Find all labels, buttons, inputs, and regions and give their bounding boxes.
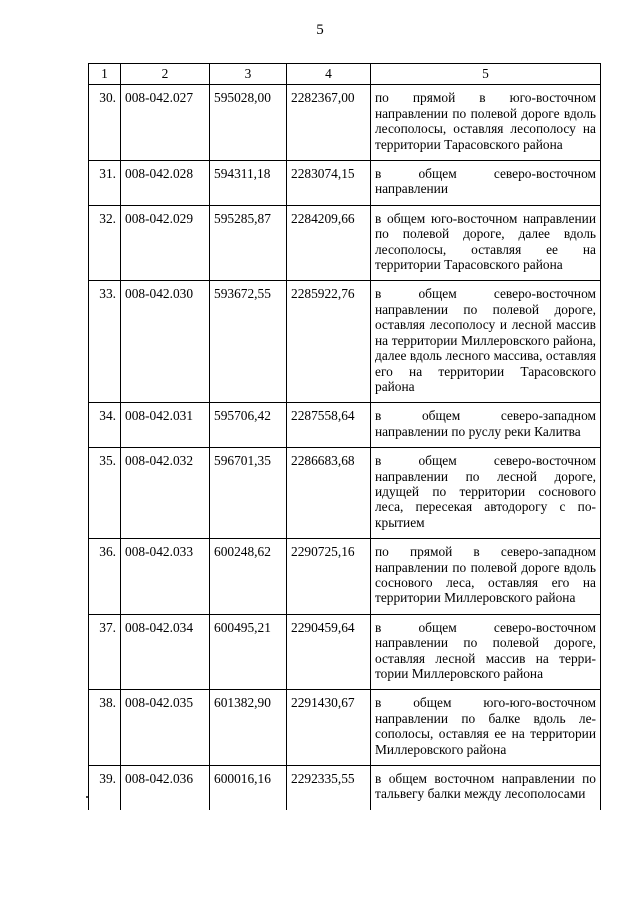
row-number-cell: 31. [89, 161, 121, 206]
x-coordinate-cell: 600248,62 [210, 539, 287, 615]
table-header-row [89, 64, 601, 85]
point-code-cell: 008-042.027 [121, 85, 210, 161]
point-code-cell: 008-042.034 [121, 614, 210, 690]
table-row [89, 85, 601, 161]
x-coordinate-cell: 593672,55 [210, 281, 287, 403]
route-description-cell: в общем юго-юго-восточном направлении по балке вдоль лесополосы, оставляя ее на территории Миллеровского района [371, 690, 601, 766]
point-code-cell: 008-042.031 [121, 403, 210, 448]
table-row [89, 448, 601, 539]
y-coordinate-cell: 2286683,68 [287, 448, 371, 539]
x-coordinate-cell: 596701,35 [210, 448, 287, 539]
row-number-cell: 39. [89, 766, 121, 810]
header-col-2: 2 [121, 64, 210, 85]
row-number-cell: 38. [89, 690, 121, 766]
table-row [89, 539, 601, 615]
route-description-cell: в общем юго-восточном направлении по полевой дороге, далее вдоль лесополосы, оставляя ее на территории Тарасовского района [371, 205, 601, 281]
x-coordinate-cell: 595706,42 [210, 403, 287, 448]
point-code-cell: 008-042.035 [121, 690, 210, 766]
route-description-cell: в общем северо-восточном направлении по полевой дороге, оставляя лесополосу и лесной массив на территории Миллеровского района, далее вдоль лесного массива, оставляя его на территории Тарасовского района [371, 281, 601, 403]
header-col-1: 1 [89, 64, 121, 85]
table-row [89, 161, 601, 206]
x-coordinate-cell: 600495,21 [210, 614, 287, 690]
scan-mark [86, 796, 88, 798]
point-code-cell: 008-042.033 [121, 539, 210, 615]
table-row [89, 614, 601, 690]
point-code-cell: 008-042.036 [121, 766, 210, 810]
table-row [89, 766, 601, 810]
y-coordinate-cell: 2292335,55 [287, 766, 371, 810]
point-code-cell: 008-042.030 [121, 281, 210, 403]
y-coordinate-cell: 2284209,66 [287, 205, 371, 281]
row-number-cell: 33. [89, 281, 121, 403]
table-row [89, 403, 601, 448]
table-row [89, 281, 601, 403]
y-coordinate-cell: 2283074,15 [287, 161, 371, 206]
x-coordinate-cell: 601382,90 [210, 690, 287, 766]
route-description-cell: в общем северо-западном направлении по руслу реки Калитва [371, 403, 601, 448]
row-number-cell: 34. [89, 403, 121, 448]
row-number-cell: 30. [89, 85, 121, 161]
point-code-cell: 008-042.032 [121, 448, 210, 539]
page-number: 5 [316, 22, 324, 38]
x-coordinate-cell: 595028,00 [210, 85, 287, 161]
boundary-points-table [88, 63, 601, 810]
row-number-cell: 36. [89, 539, 121, 615]
route-description-cell: в общем северо-восточном направлении [371, 161, 601, 206]
header-col-5: 5 [371, 64, 601, 85]
row-number-cell: 35. [89, 448, 121, 539]
y-coordinate-cell: 2285922,76 [287, 281, 371, 403]
table-row [89, 205, 601, 281]
y-coordinate-cell: 2290725,16 [287, 539, 371, 615]
route-description-cell: в общем северо-восточном направлении по полевой дороге, оставляя лесной массив на территории Миллеровского района [371, 614, 601, 690]
route-description-cell: в общем восточном направлении по тальвегу балки между лесополосами [371, 766, 601, 810]
y-coordinate-cell: 2291430,67 [287, 690, 371, 766]
y-coordinate-cell: 2290459,64 [287, 614, 371, 690]
table-row [89, 690, 601, 766]
x-coordinate-cell: 595285,87 [210, 205, 287, 281]
point-code-cell: 008-042.028 [121, 161, 210, 206]
x-coordinate-cell: 594311,18 [210, 161, 287, 206]
header-col-4: 4 [287, 64, 371, 85]
route-description-cell: в общем северо-восточном направлении по лесной дороге, идущей по территории соснового леса, пересекая автодорогу с покрытием [371, 448, 601, 539]
x-coordinate-cell: 600016,16 [210, 766, 287, 810]
route-description-cell: по прямой в юго-восточном направлении по полевой дороге вдоль лесополосы, оставляя лесополосу на территории Тарасовского района [371, 85, 601, 161]
header-col-3: 3 [210, 64, 287, 85]
y-coordinate-cell: 2282367,00 [287, 85, 371, 161]
point-code-cell: 008-042.029 [121, 205, 210, 281]
route-description-cell: по прямой в северо-западном направлении по полевой дороге вдоль соснового леса, оставляя его на территории Миллеровского района [371, 539, 601, 615]
row-number-cell: 32. [89, 205, 121, 281]
y-coordinate-cell: 2287558,64 [287, 403, 371, 448]
row-number-cell: 37. [89, 614, 121, 690]
